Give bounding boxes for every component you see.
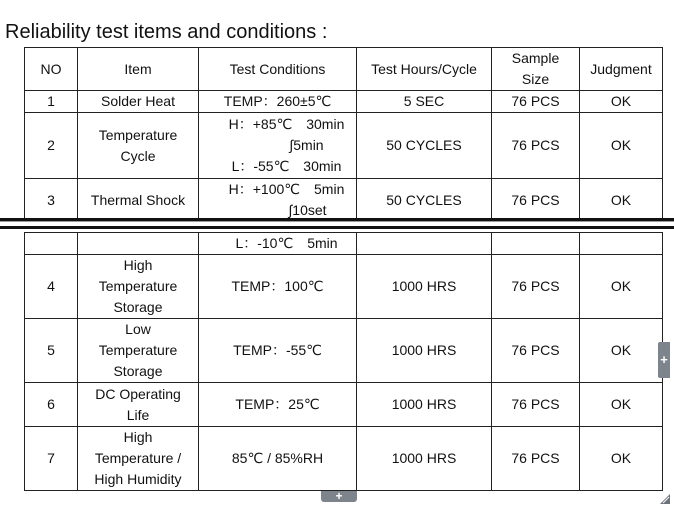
reliability-table-part-2	[24, 232, 663, 491]
row-no: 2	[25, 113, 78, 179]
row-sample: 76 PCS	[492, 179, 580, 222]
header-sample-line2: Size	[521, 71, 550, 87]
row-item	[78, 383, 199, 427]
plus-icon: +	[660, 352, 668, 367]
row-item-line: Temperature /	[94, 450, 182, 466]
row-item: Thermal Shock	[78, 179, 199, 222]
add-column-button[interactable]	[658, 342, 670, 378]
row-no: 3	[25, 179, 78, 222]
page-title: Reliability test items and conditions :	[5, 21, 328, 43]
header-no: NO	[25, 48, 78, 91]
row-no: 1	[25, 91, 78, 113]
table-row-continued	[25, 233, 663, 255]
row-conditions: TEMP：-55℃	[199, 319, 357, 383]
row-judgment: OK	[580, 113, 663, 179]
header-judgment: Judgment	[580, 48, 663, 91]
row-item	[78, 233, 199, 255]
row-conditions	[199, 179, 357, 222]
row-no: 7	[25, 427, 78, 491]
row-item	[78, 113, 199, 179]
row-conditions	[199, 113, 357, 179]
condition-transfer: ∫10set	[288, 202, 327, 218]
plus-icon: +	[335, 489, 343, 503]
row-item	[78, 319, 199, 383]
condition-low: L：-55℃ 30min	[231, 158, 342, 174]
row-no: 5	[25, 319, 78, 383]
header-sample-size	[492, 48, 580, 91]
header-test-hours: Test Hours/Cycle	[357, 48, 492, 91]
row-hours: 1000 HRS	[357, 319, 492, 383]
row-judgment: OK	[580, 427, 663, 491]
header-sample-line1: Sample	[511, 50, 560, 66]
row-item-line: Temperature	[98, 342, 178, 358]
row-sample: 76 PCS	[492, 319, 580, 383]
row-hours: 50 CYCLES	[357, 179, 492, 222]
row-hours: 1000 HRS	[357, 383, 492, 427]
header-item: Item	[78, 48, 199, 91]
row-item	[78, 427, 199, 491]
table-row	[25, 319, 663, 383]
row-item-line: Life	[126, 406, 150, 423]
table-resize-handle[interactable]	[660, 491, 670, 501]
table-row	[25, 91, 663, 113]
row-judgment: OK	[580, 179, 663, 222]
row-sample: 76 PCS	[492, 427, 580, 491]
row-sample: 76 PCS	[492, 113, 580, 179]
row-hours: 1000 HRS	[357, 427, 492, 491]
row-item-line: High	[123, 257, 153, 273]
page-break-line	[0, 226, 674, 229]
row-judgment: OK	[580, 319, 663, 383]
resize-grip-icon	[660, 494, 670, 504]
row-hours: 5 SEC	[357, 91, 492, 113]
row-hours: 1000 HRS	[357, 255, 492, 319]
row-item	[78, 255, 199, 319]
reliability-table-part-1	[24, 47, 663, 222]
table-row	[25, 255, 663, 319]
row-conditions: 85℃ / 85%RH	[199, 427, 357, 491]
row-item-line: Temperature	[98, 126, 178, 143]
row-item-line: DC Operating	[95, 385, 181, 402]
header-test-conditions: Test Conditions	[199, 48, 357, 91]
table-row	[25, 179, 663, 222]
table-row	[25, 427, 663, 491]
row-judgment: OK	[580, 255, 663, 319]
row-item-line: High	[123, 429, 153, 445]
condition-high: H：+85℃ 30min	[228, 116, 345, 132]
add-row-button[interactable]	[321, 491, 357, 502]
row-sample: 76 PCS	[492, 255, 580, 319]
row-conditions: L：-10℃ 5min	[199, 233, 357, 255]
row-no	[25, 233, 78, 255]
row-item-line: Cycle	[120, 147, 156, 164]
row-sample	[492, 233, 580, 255]
row-judgment: OK	[580, 91, 663, 113]
table-row	[25, 383, 663, 427]
header-row	[25, 48, 663, 91]
row-hours	[357, 233, 492, 255]
row-sample: 76 PCS	[492, 383, 580, 427]
row-item-line: Storage	[113, 363, 163, 379]
row-no: 4	[25, 255, 78, 319]
row-item-line: Storage	[113, 299, 163, 315]
row-judgment: OK	[580, 383, 663, 427]
page-break-separator	[0, 217, 674, 231]
row-judgment	[580, 233, 663, 255]
row-item-line: Low	[125, 321, 151, 337]
row-item-line: Temperature	[98, 278, 178, 294]
row-no: 6	[25, 383, 78, 427]
row-item-line: High Humidity	[94, 471, 182, 487]
table-row	[25, 113, 663, 179]
row-sample: 76 PCS	[492, 91, 580, 113]
condition-transfer: ∫5min	[289, 137, 324, 153]
condition-high: H：+100℃ 5min	[228, 181, 345, 197]
row-hours: 50 CYCLES	[357, 113, 492, 179]
row-item: Solder Heat	[78, 91, 199, 113]
row-conditions: TEMP：25℃	[199, 383, 357, 427]
row-conditions: TEMP：260±5℃	[199, 91, 357, 113]
row-conditions: TEMP：100℃	[199, 255, 357, 319]
